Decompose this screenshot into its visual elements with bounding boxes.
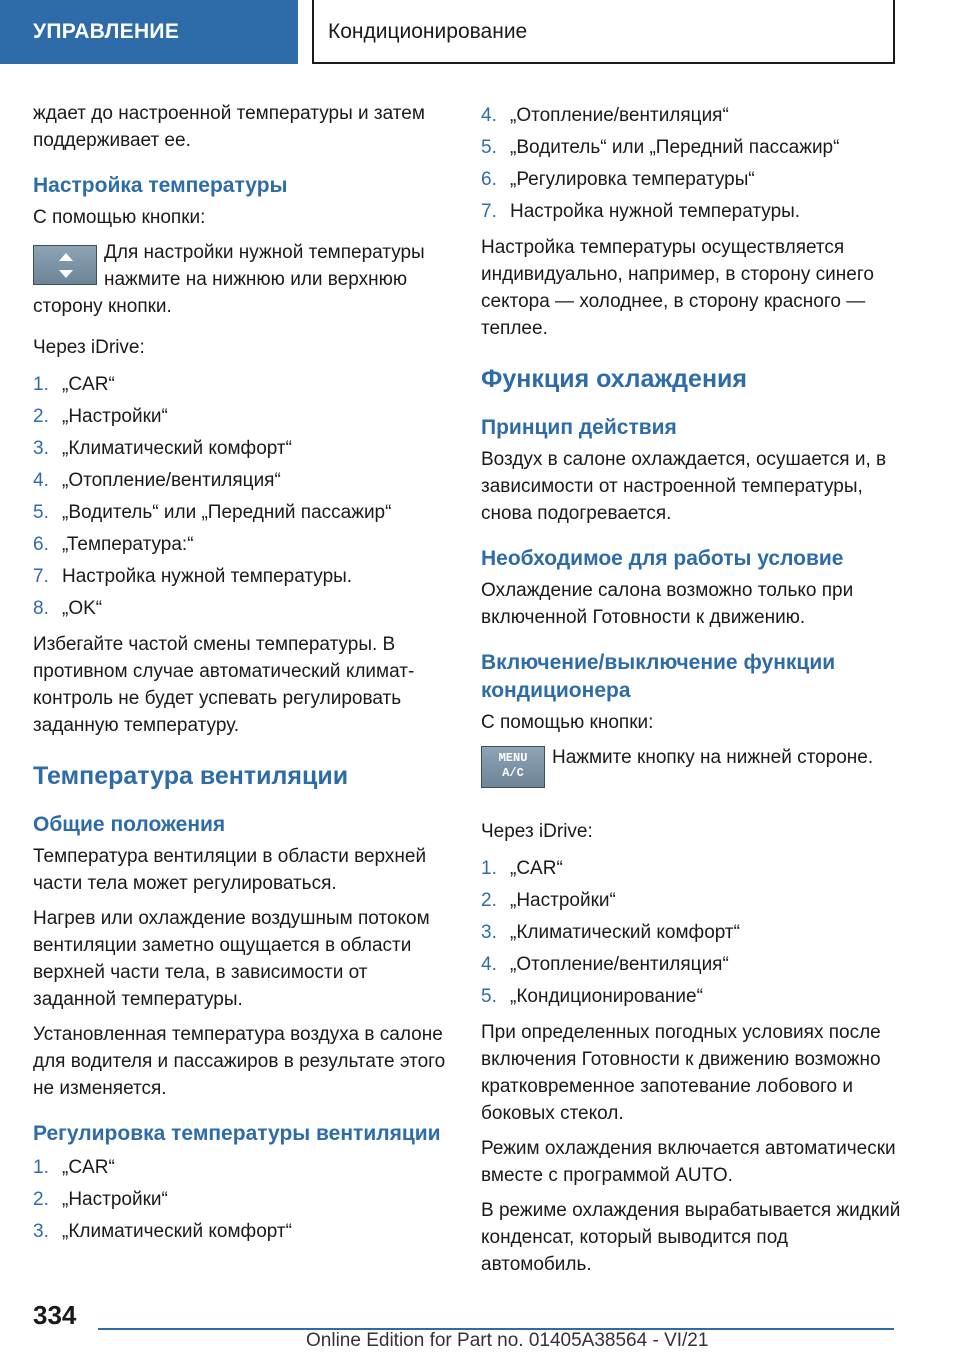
menu-ac-button-icon [481,746,545,788]
with-button-text: С помощью кнопки: [33,207,206,228]
individual-paragraph: Настройка температуры осуществляется индивидуально, например, в сторону синего сектора — холоднее, в сторону красного — теплее. [481,237,874,339]
menu-button-description: Нажмите кнопку на нижней стороне. [552,747,874,768]
list-item: 1. „CAR“ [33,374,115,395]
list-item: 6. „Температура:“ [33,534,194,555]
intro-paragraph: ждает до настроенной температуры и затем поддерживает ее. [33,103,425,151]
list-item: 1. „CAR“ [33,1157,115,1178]
vent-reg-heading: Регулировка температуры вентиляции [33,1122,441,1145]
principle-paragraph: Воздух в салоне охлаждается, осушается и, в зависимости от настроенной температуры, снова подогревается. [481,449,887,524]
vent-steps-list [33,1152,453,1248]
chapter-header: Кондиционирование [312,0,895,64]
onoff-heading: Включение/выключение функции кондиционера [481,651,836,702]
list-item: 3. „Климатический комфорт“ [33,1221,292,1242]
menu-label: MENU [498,751,528,765]
edition-text: Online Edition for Part no. 01405A38564 - VI/21 [306,1330,709,1351]
page-number: 334 [33,1300,77,1330]
arrow-up-icon [59,253,73,261]
list-item: 7. Настройка нужной температуры. [33,566,353,587]
list-item: 5. „Водитель“ или „Передний пассажир“ [33,502,392,523]
cooling-heading: Функция охлаждения [481,365,748,393]
list-item: 7. Настройка нужной температуры. [481,201,801,222]
with-button-text: С помощью кнопки: [481,712,654,733]
principle-heading: Принцип действия [481,416,677,439]
list-item: 3. „Климатический комфорт“ [481,922,740,943]
list-item: 5. „Кондиционирование“ [481,986,703,1007]
general-heading: Общие положения [33,813,226,836]
temp-button-description: Для настройки нужной температуры нажмите на нижнюю или верхнюю сторону кнопки. [33,242,425,317]
via-idrive-text: Через iDrive: [481,821,593,842]
left-column [33,100,453,1254]
vent-temp-heading: Температура вентиляции [33,762,349,790]
idrive-steps-list [481,853,901,1013]
list-item: 4. „Отопление/вентиляция“ [481,105,729,126]
list-item: 2. „Настройки“ [33,1189,168,1210]
list-item: 3. „Климатический комфорт“ [33,438,292,459]
list-item: 1. „CAR“ [481,858,563,879]
list-item: 5. „Водитель“ или „Передний пассажир“ [481,137,840,158]
steps-continued-list [481,100,901,228]
arrow-down-icon [59,270,73,278]
temp-setting-heading: Настройка температуры [33,174,288,197]
condition-heading: Необходимое для работы условие [481,547,844,570]
temp-rocker-button-icon [33,245,97,285]
ac-label: A/C [502,766,524,780]
list-item: 2. „Настройки“ [481,890,616,911]
list-item: 4. „Отопление/вентиляция“ [481,954,729,975]
list-item: 8. „OK“ [33,598,103,619]
idrive-steps-list [33,369,453,625]
avoid-paragraph: Избегайте частой смены температуры. В противном случае автоматический климат-контроль не будет успевать регулировать заданную температуру. [33,634,415,736]
general-paragraph-2: Нагрев или охлаждение воздушным потоком вентиляции заметно ощущается в области верхней части тела, в зависимости от заданной температуры. [33,908,430,1010]
paragraph-3: В режиме охлаждения вырабатывается жидкий конденсат, который выводится под автомобиль. [481,1200,901,1275]
menu-button-row [481,744,901,804]
temp-button-row [33,239,453,320]
condition-paragraph: Охлаждение салона возможно только при включенной Готовности к движению. [481,580,854,628]
section-header: УПРАВЛЕНИЕ [0,0,298,64]
paragraph-2: Режим охлаждения включается автоматически вместе с программой AUTO. [481,1138,896,1186]
general-paragraph-1: Температура вентиляции в области верхней части тела может регулироваться. [33,846,427,894]
list-item: 2. „Настройки“ [33,406,168,427]
via-idrive-text: Через iDrive: [33,337,145,358]
right-column [481,100,901,1286]
paragraph-1: При определенных погодных условиях после включения Готовности к движению возможно кратковременное запотевание лобового и боковых стекол. [481,1022,881,1124]
list-item: 6. „Регулировка температуры“ [481,169,755,190]
general-paragraph-3: Установленная температура воздуха в салоне для водителя и пассажиров в результате этого не изменяется. [33,1024,446,1099]
list-item: 4. „Отопление/вентиляция“ [33,470,281,491]
